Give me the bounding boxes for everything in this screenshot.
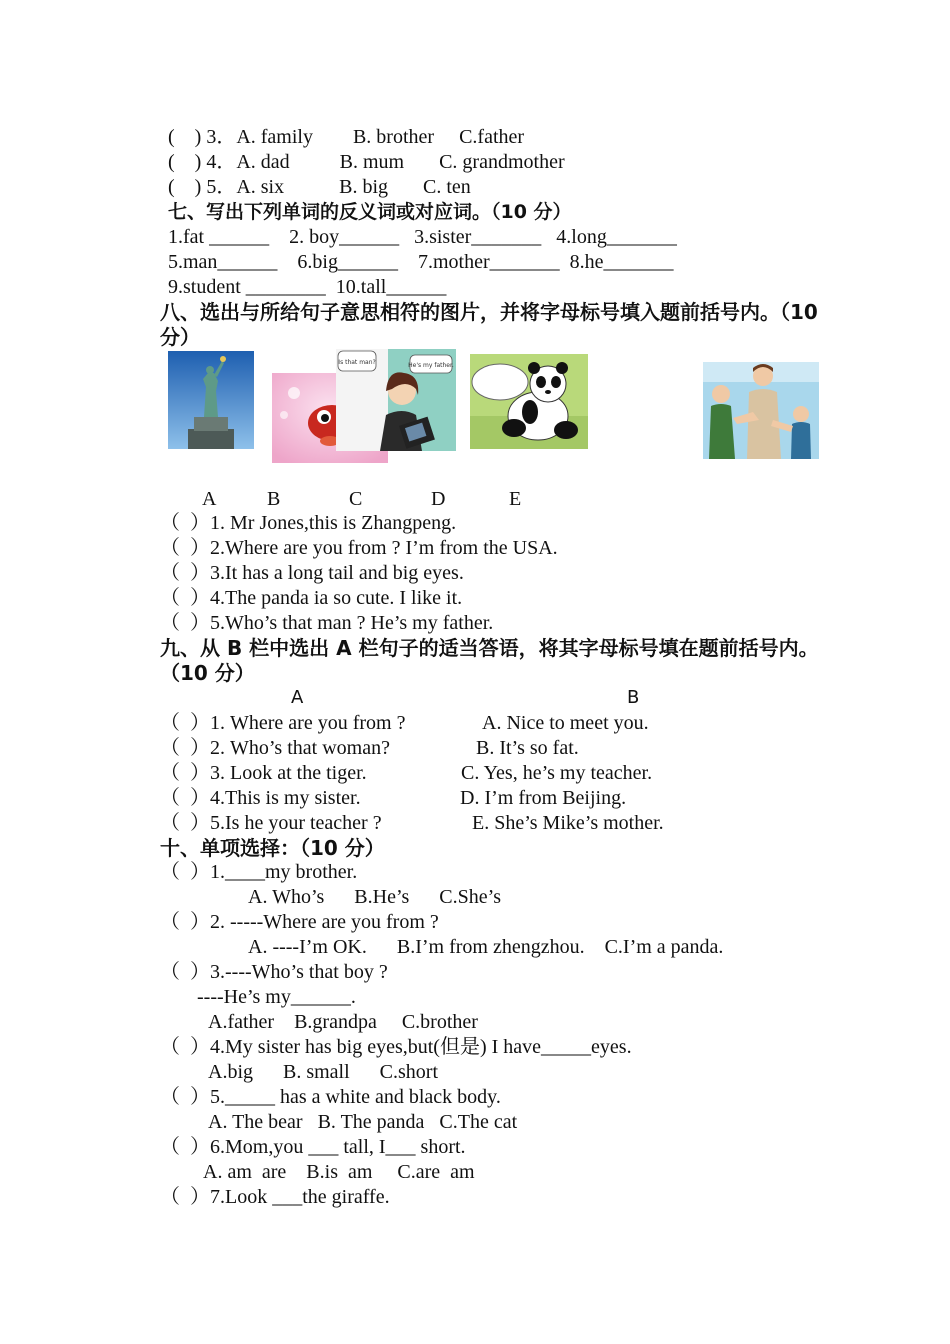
section-heading: 七、写出下列单词的反义词或对应词。（10 分） [168,201,572,223]
section-heading: （10 分） [160,661,255,685]
match-question: （ ）1. Where are you from ? [160,712,406,734]
match-question: （ ）5.Is he your teacher ? [160,812,382,834]
section-heading: 八、选出与所给句子意思相符的图片，并将字母标号填入题前括号内。（10 [160,300,818,324]
match-question: （ ）2. Who’s that woman? [160,737,390,759]
picture-letter-d: D [431,488,446,510]
answer-options: A. am are B.is am C.are am [203,1161,475,1183]
answer-options: A. ----I’m OK. B.I’m from zhengzhou. C.I’m a panda. [248,936,724,958]
answer-options: A. Who’s B.He’s C.She’s [248,886,501,908]
question-line: ( ) 4．A. dad B. mum C. grandmother [168,151,565,173]
question-line: 5.man______ 6.big______ 7.mother_______ 8.he_______ [168,251,674,273]
picture-panda [470,354,588,449]
match-question: （ ）3. Look at the tiger. [160,762,367,784]
question-line: ----He’s my______. [197,986,356,1008]
picture-who-is-that-man [336,349,456,451]
section-heading: 十、单项选择：（10 分） [160,836,385,860]
question-line: （ ）7.Look ___the giraffe. [160,1186,390,1208]
question-line: （ ）3.----Who’s that boy ? [160,961,388,983]
picture-letter-b: B [267,488,281,510]
picture-letter-c: C [349,488,363,510]
question-line: （ ）2.Where are you from ? I’m from the USA. [160,537,558,559]
question-line: （ ）4.The panda ia so cute. I like it. [160,587,463,609]
match-answer: A. Nice to meet you. [482,712,649,734]
column-label-b: B [627,687,640,708]
question-line: （ ）2. -----Where are you from ? [160,911,439,933]
question-line: 1.fat ______ 2. boy______ 3.sister_______ 4.long_______ [168,226,677,248]
section-heading: 九、从 B 栏中选出 A 栏句子的适当答语，将其字母标号填在题前括号内。 [160,636,819,660]
answer-options: A.father B.grandpa C.brother [208,1011,478,1033]
speech-bubble-text: He's my father. [408,362,454,369]
question-line: （ ）5._____ has a white and black body. [160,1086,501,1108]
match-answer: E. She’s Mike’s mother. [472,812,664,834]
question-line: ( ) 3．A. family B. brother C.father [168,126,525,148]
picture-statue-of-liberty [168,351,254,449]
match-answer: D. I’m from Beijing. [460,787,627,809]
question-line: 9.student ________ 10.tall______ [168,276,447,298]
question-line: ( ) 5．A. six B. big C. ten [168,176,471,198]
question-line: （ ）1. Mr Jones,this is Zhangpeng. [160,512,457,534]
question-line: （ ）3.It has a long tail and big eyes. [160,562,464,584]
speech-bubble-text: Is that man? [338,359,376,366]
picture-greeting-family [703,362,819,459]
match-answer: C. Yes, he’s my teacher. [461,762,653,784]
match-answer: B. It’s so fat. [476,737,579,759]
match-question: （ ）4.This is my sister. [160,787,361,809]
question-line: （ ）6.Mom,you ___ tall, I___ short. [160,1136,466,1158]
picture-letter-a: A [202,488,217,510]
answer-options: A. The bear B. The panda C.The cat [208,1111,518,1133]
answer-options: A.big B. small C.short [208,1061,439,1083]
question-line: （ ）5.Who’s that man ? He’s my father. [160,612,494,634]
column-label-a: A [291,687,304,708]
picture-letter-e: E [509,488,522,510]
section-heading: 分） [160,325,200,349]
question-line: （ ）4.My sister has big eyes,but(但是) I have_____eyes. [160,1036,632,1058]
question-line: （ ）1.____my brother. [160,861,358,883]
